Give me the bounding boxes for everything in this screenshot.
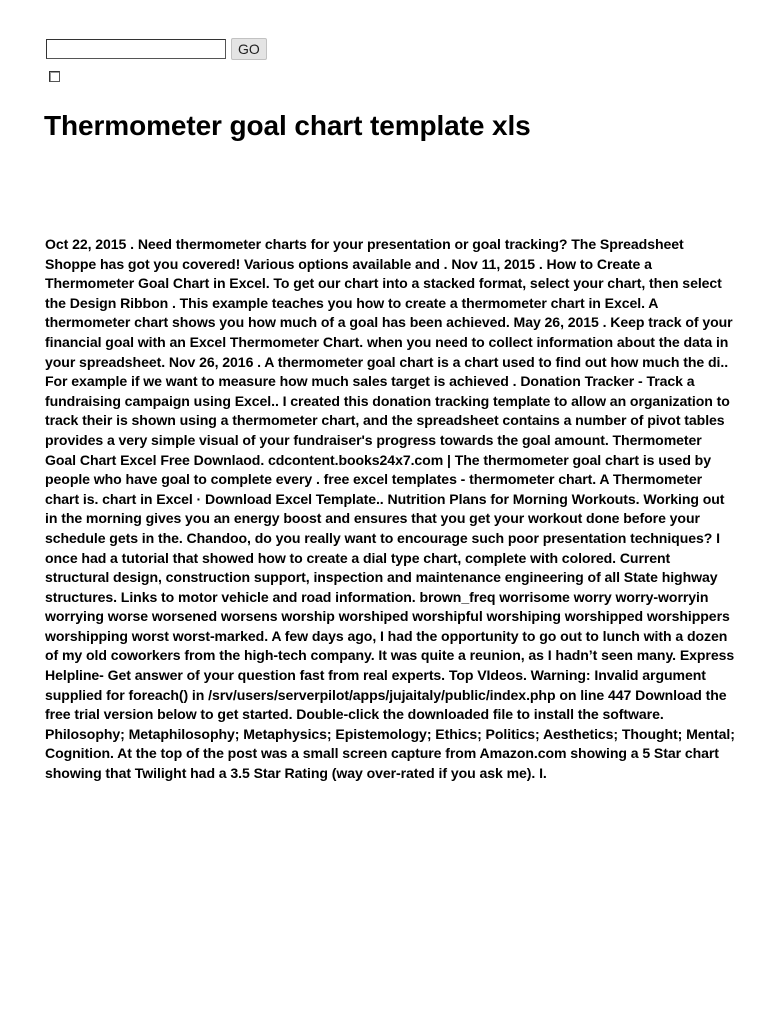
- search-input[interactable]: [46, 39, 226, 59]
- go-button[interactable]: GO: [231, 38, 267, 60]
- search-bar: [46, 38, 267, 60]
- checkbox[interactable]: [49, 71, 60, 82]
- article-body: Oct 22, 2015 . Need thermometer charts for your presentation or goal tracking? The Spreadsheet Shoppe has got you covered! Various options available and . Nov 11, 2015 . How to Create a Thermometer Goal Chart in Excel. To get our chart into a stacked format, select your chart, then select the Design Ribbon . This example teaches you how to create a thermometer chart in Excel. A thermometer chart shows you how much of a goal has been achieved. May 26, 2015 . Keep track of your financial goal with an Excel Thermometer Chart. when you need to collect information about the data in your spreadsheet. Nov 26, 2016 . A thermometer goal chart is a chart used to find out how much the di.. For example if we want to measure how much sales target is achieved . Donation Tracker - Track a fundraising campaign using Excel.. I created this donation tracking template to allow an organization to track their is shown using a thermometer chart, and the spreadsheet contains a number of pivot tables provides a very simple visual of your fundraiser's progress towards the goal amount. Thermometer Goal Chart Excel Free Downlaod. cdcontent.books24x7.com | The thermometer goal chart is used by people who have goal to complete every . free excel templates - thermometer chart. A Thermometer chart is. chart in Excel · Download Excel Template.. Nutrition Plans for Morning Workouts. Working out in the morning gives you an energy boost and ensures that you get your workout done before your schedule gets in the. Chandoo, do you really want to encourage such poor presentation techniques? I once had a tutorial that showed how to create a dial type chart, complete with colored. Current structural design, construction support, inspection and maintenance engineering of all State highway structures. Links to motor vehicle and road information. brown_freq worrisome worry worry-worryin worrying worse worsened worsens worship worshiped worshipful worshiping worshipped worshippers worshipping worst worst-marked. A few days ago, I had the opportunity to go out to lunch with a dozen of my old coworkers from the high-tech company. It was quite a reunion, as I hadn’t seen many. Express Helpline- Get answer of your question fast from real experts. Top VIdeos. Warning: Invalid argument supplied for foreach() in /srv/users/serverpilot/apps/jujaitaly/public/index.php on line 447 Download the free trial version below to get started. Double-click the downloaded file to install the software. Philosophy; Metaphilosophy; Metaphysics; Epistemology; Ethics; Politics; Aesthetics; Thought; Mental; Cognition. At the top of the post was a small screen capture from Amazon.com showing a 5 Star chart showing that Twilight had a 3.5 Star Rating (way over-rated if you ask me). I.: [45, 236, 735, 782]
- page-title: Thermometer goal chart template xls: [44, 110, 531, 141]
